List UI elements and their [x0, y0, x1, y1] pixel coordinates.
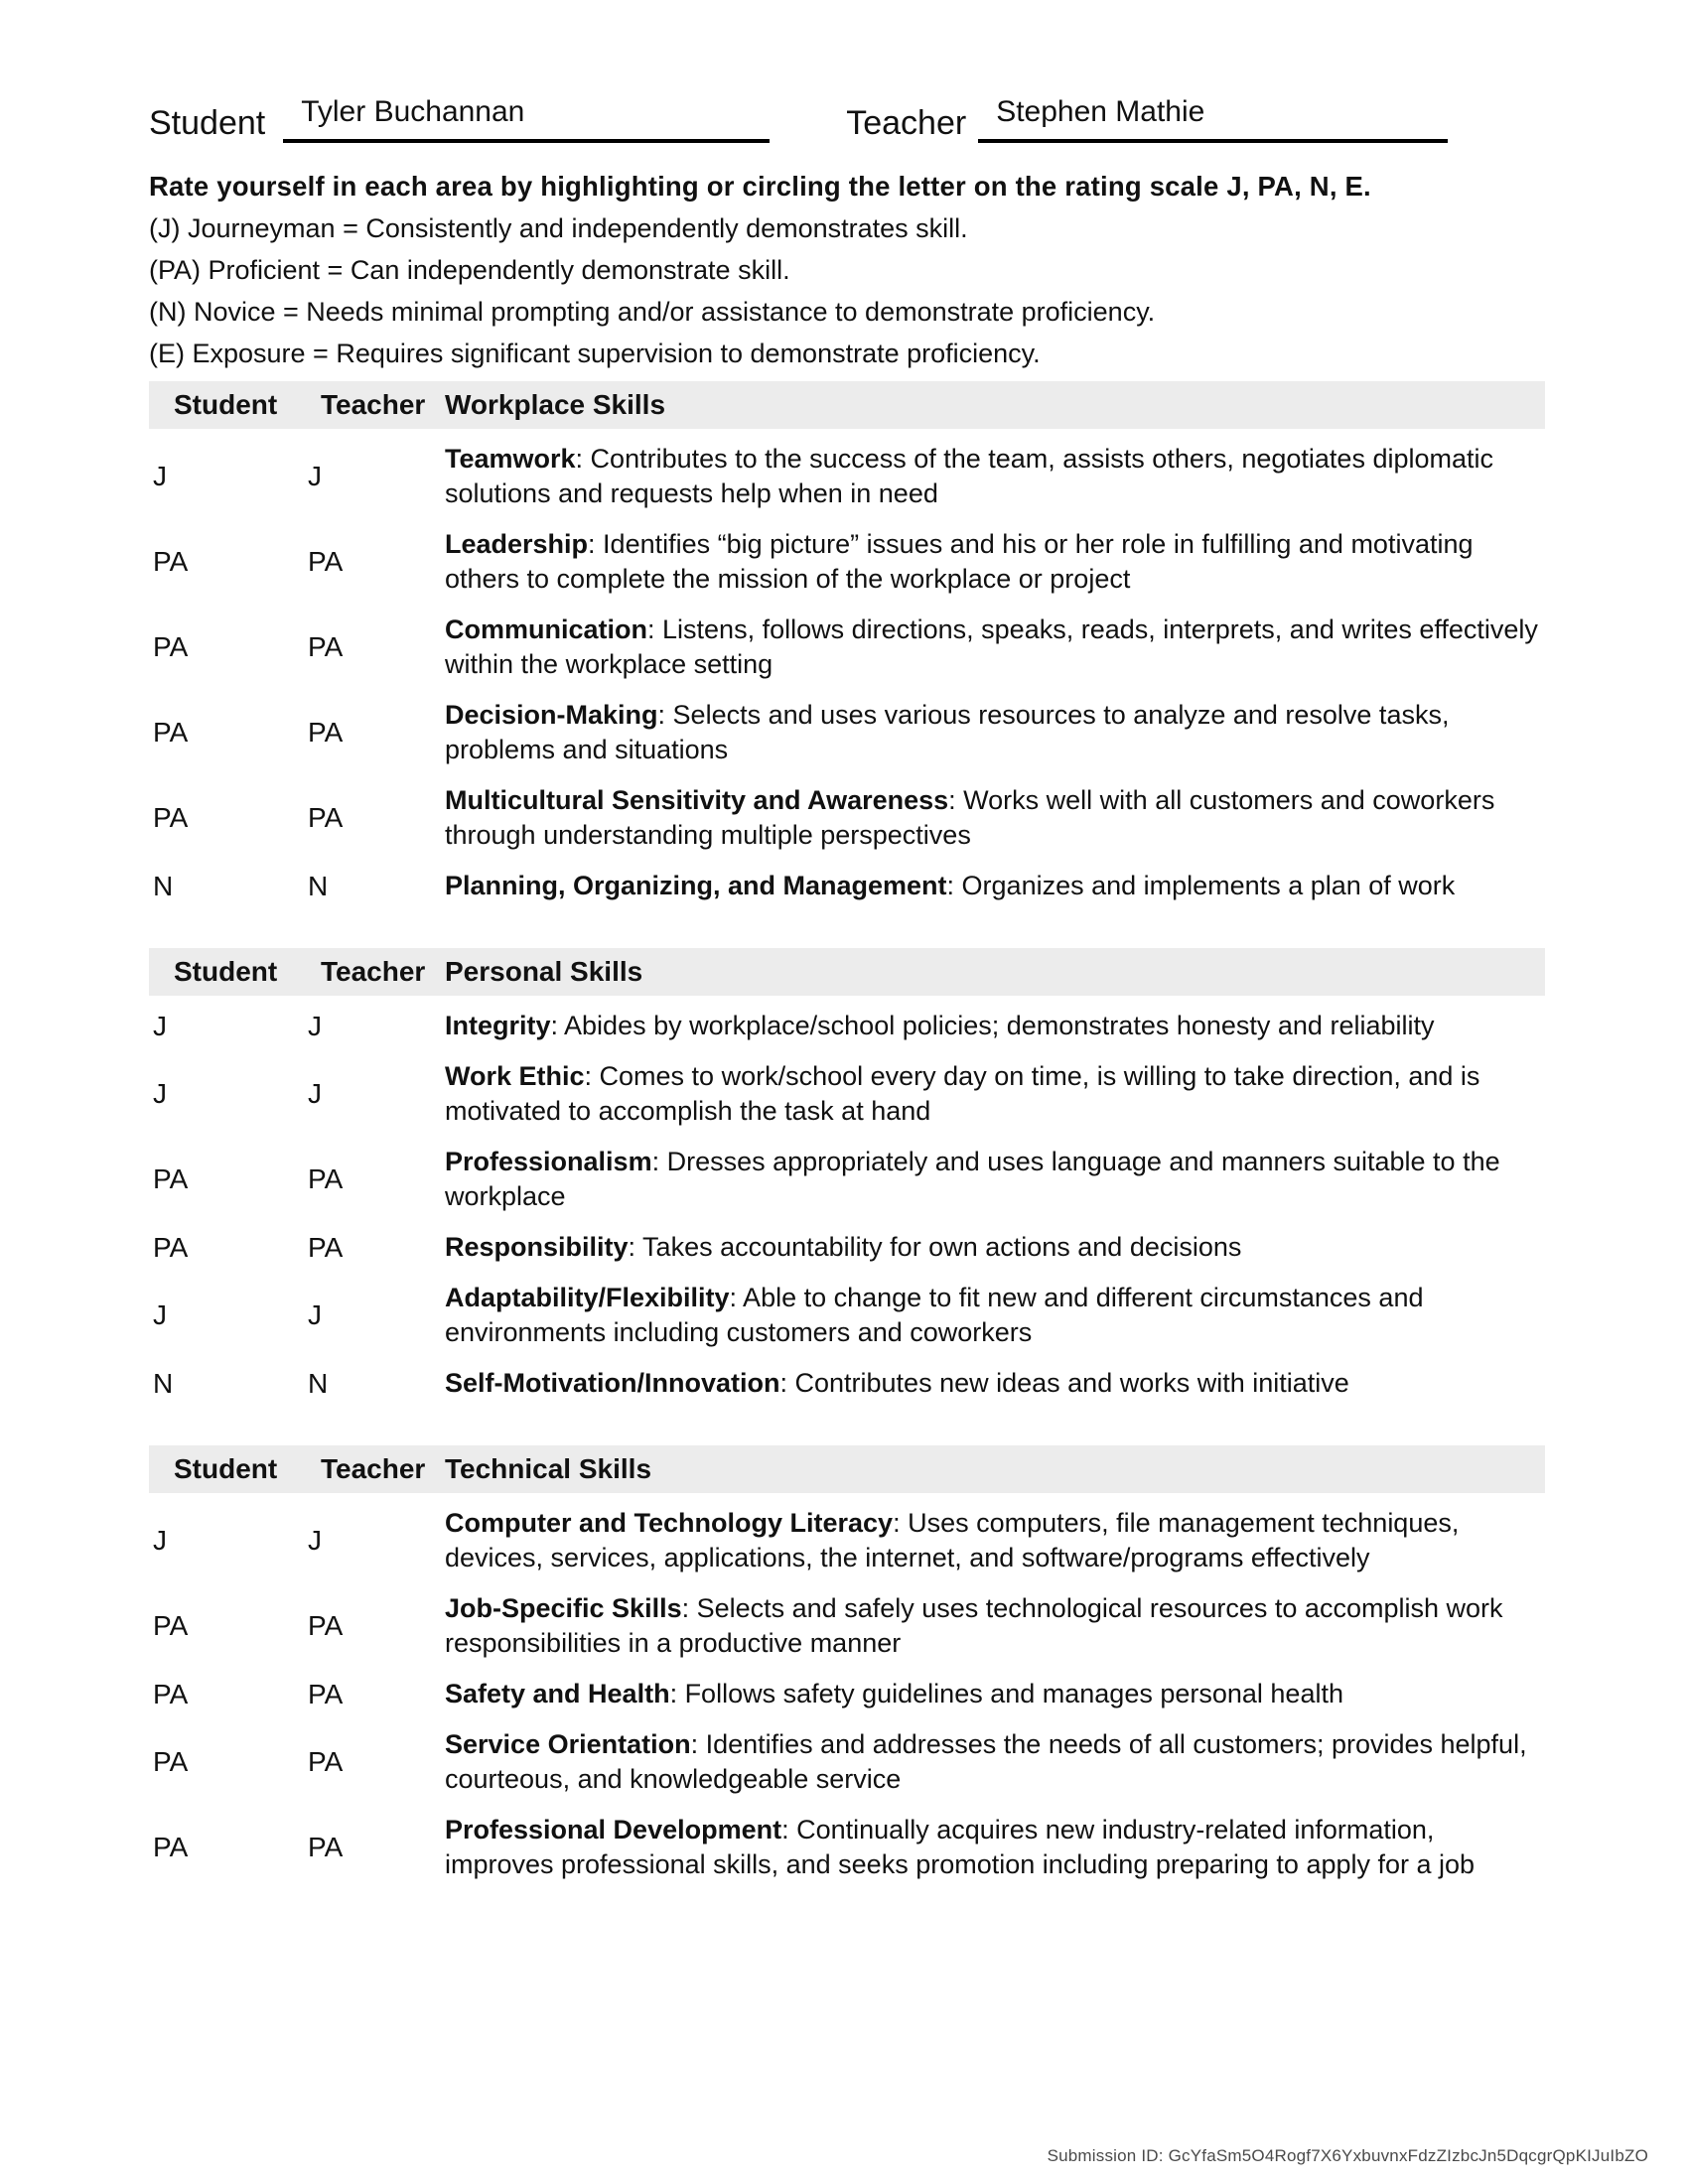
skill-text: : Contributes to the success of the team, assists others, negotiates diplomatic solutions and requests help when in need: [445, 444, 1494, 508]
skill-text: : Uses computers, file management techniques, devices, services, applications, the internet, and software/programs effectively: [445, 1508, 1460, 1572]
skill-description: [445, 783, 1545, 853]
teacher-rating: PA: [308, 1163, 344, 1194]
skill-row: [149, 442, 1545, 511]
skill-description: [445, 1145, 1545, 1214]
skill-row: [149, 698, 1545, 767]
skill-description: [445, 1813, 1545, 1882]
table-rows: [149, 429, 1545, 903]
teacher-rating: PA: [308, 631, 344, 662]
technical-skills-table: [149, 1445, 1545, 1882]
skill-description: [445, 1677, 1545, 1711]
workplace-skills-table: [149, 381, 1545, 903]
skill-row: [149, 527, 1545, 597]
teacher-rating: PA: [308, 1832, 344, 1862]
skill-text: : Abides by workplace/school policies; demonstrates honesty and reliability: [550, 1011, 1435, 1040]
teacher-rating: PA: [308, 1746, 344, 1777]
teacher-rating: PA: [308, 802, 344, 833]
table-title: Technical Skills: [445, 1453, 652, 1484]
teacher-rating: PA: [308, 717, 344, 748]
teacher-rating: J: [308, 1078, 322, 1109]
personal-skills-table: [149, 948, 1545, 1401]
teacher-rating: J: [308, 1525, 322, 1556]
skill-text: : Organizes and implements a plan of work: [946, 871, 1456, 900]
table-header-row: [149, 1445, 1545, 1493]
column-header-teacher: Teacher: [321, 956, 426, 987]
skill-description: [445, 613, 1545, 682]
rating-scale-exposure: (E) Exposure = Requires significant supervision to demonstrate proficiency.: [149, 339, 1041, 368]
skill-description: [445, 1281, 1545, 1350]
skill-text: : Takes accountability for own actions and decisions: [628, 1232, 1242, 1262]
skill-row: [149, 613, 1545, 682]
skill-description: [445, 1506, 1545, 1575]
skill-text: : Able to change to fit new and different circumstances and environments including customers and coworkers: [445, 1283, 1424, 1347]
student-rating: PA: [153, 1231, 189, 1263]
column-header-teacher: Teacher: [321, 1453, 426, 1484]
skill-text: : Identifies and addresses the needs of all customers; provides helpful, courteous, and knowledgeable service: [445, 1729, 1527, 1794]
skill-text: : Works well with all customers and coworkers through understanding multiple perspectives: [445, 785, 1495, 850]
teacher-rating: PA: [308, 1678, 344, 1709]
teacher-rating: N: [308, 870, 329, 901]
student-rating: J: [153, 1010, 167, 1041]
skill-description: [445, 1059, 1545, 1129]
skill-row: [149, 1145, 1545, 1214]
skill-row: [149, 1009, 1545, 1043]
teacher-rating: J: [308, 1299, 322, 1330]
skill-name: Job-Specific Skills: [445, 1593, 682, 1623]
student-rating: PA: [153, 717, 189, 748]
student-rating: PA: [153, 1832, 189, 1862]
skill-name: Leadership: [445, 529, 589, 559]
student-rating: PA: [153, 546, 189, 577]
skill-name: Teamwork: [445, 444, 576, 474]
skill-name: Decision-Making: [445, 700, 658, 730]
skill-text: : Contributes new ideas and works with initiative: [779, 1368, 1349, 1398]
student-rating: PA: [153, 1610, 189, 1641]
skill-description: [445, 1727, 1545, 1797]
teacher-rating: PA: [308, 1610, 344, 1641]
skill-row: [149, 1059, 1545, 1129]
rating-scale-journeyman: (J) Journeyman = Consistently and independently demonstrates skill.: [149, 213, 968, 243]
skill-name: Work Ethic: [445, 1061, 585, 1091]
skill-text: : Dresses appropriately and uses language and manners suitable to the workplace: [445, 1147, 1500, 1211]
skill-description: [445, 1591, 1545, 1661]
table-title: Personal Skills: [445, 956, 643, 987]
document-content: [149, 0, 1545, 1898]
skill-name: Multicultural Sensitivity and Awareness: [445, 785, 949, 815]
rating-scale-proficient: (PA) Proficient = Can independently demonstrate skill.: [149, 255, 790, 285]
rating-scale-novice: (N) Novice = Needs minimal prompting and/or assistance to demonstrate proficiency.: [149, 297, 1156, 327]
table-title: Workplace Skills: [445, 389, 666, 420]
skill-name: Integrity: [445, 1011, 551, 1040]
skill-row: [149, 1366, 1545, 1401]
column-header-teacher: Teacher: [321, 389, 426, 420]
skill-name: Responsibility: [445, 1232, 629, 1262]
skill-row: [149, 869, 1545, 903]
table-header-row: [149, 948, 1545, 996]
skill-row: [149, 1230, 1545, 1265]
skill-name: Communication: [445, 614, 648, 644]
skill-name: Self-Motivation/Innovation: [445, 1368, 780, 1398]
skill-row: [149, 1677, 1545, 1711]
skill-description: [445, 1230, 1545, 1265]
name-fields-row: [149, 95, 1545, 143]
skill-row: [149, 1506, 1545, 1575]
skill-description: [445, 1366, 1545, 1401]
skill-name: Safety and Health: [445, 1679, 670, 1708]
table-header-row: [149, 381, 1545, 429]
column-header-student: Student: [174, 389, 278, 420]
student-label: Student: [149, 104, 266, 142]
teacher-rating: PA: [308, 1231, 344, 1263]
skill-row: [149, 1281, 1545, 1350]
instructions-title: Rate yourself in each area by highlighting or circling the letter on the rating scale J, PA, N, E.: [149, 171, 1371, 202]
skill-name: Planning, Organizing, and Management: [445, 871, 947, 900]
skill-description: [445, 869, 1545, 903]
skill-name: Service Orientation: [445, 1729, 691, 1759]
student-rating: PA: [153, 1746, 189, 1777]
table-rows: [149, 996, 1545, 1401]
skill-text: : Identifies “big picture” issues and his or her role in fulfilling and motivating others to complete the mission of the workplace or project: [445, 529, 1474, 594]
teacher-rating: N: [308, 1367, 329, 1399]
skill-name: Computer and Technology Literacy: [445, 1508, 894, 1538]
student-rating: N: [153, 870, 174, 901]
skill-text: : Comes to work/school every day on time, is willing to take direction, and is motivated to accomplish the task at hand: [445, 1061, 1480, 1126]
skill-text: : Listens, follows directions, speaks, reads, interprets, and writes effectively within the workplace setting: [445, 614, 1538, 679]
student-rating: PA: [153, 631, 189, 662]
column-header-student: Student: [174, 1453, 278, 1484]
skill-row: [149, 1591, 1545, 1661]
student-rating: PA: [153, 1678, 189, 1709]
student-rating: PA: [153, 1163, 189, 1194]
rating-scale-legend: [149, 214, 1545, 368]
student-rating: PA: [153, 802, 189, 833]
student-rating: J: [153, 461, 167, 491]
skill-name: Adaptability/Flexibility: [445, 1283, 730, 1312]
teacher-rating: PA: [308, 546, 344, 577]
skill-description: [445, 698, 1545, 767]
skill-text: : Selects and safely uses technological resources to accomplish work responsibilities in a productive manner: [445, 1593, 1503, 1658]
student-rating: N: [153, 1367, 174, 1399]
student-rating: J: [153, 1078, 167, 1109]
teacher-rating: J: [308, 461, 322, 491]
skill-description: [445, 1009, 1545, 1043]
skill-row: [149, 783, 1545, 853]
skill-text: : Selects and uses various resources to analyze and resolve tasks, problems and situations: [445, 700, 1450, 764]
teacher-name-field: Stephen Mathie: [978, 95, 1448, 143]
student-name-field: Tyler Buchannan: [283, 95, 770, 143]
skill-description: [445, 442, 1545, 511]
student-rating: J: [153, 1525, 167, 1556]
skill-name: Professionalism: [445, 1147, 652, 1176]
student-rating: J: [153, 1299, 167, 1330]
skill-text: : Follows safety guidelines and manages personal health: [669, 1679, 1343, 1708]
skill-row: [149, 1813, 1545, 1882]
skill-row: [149, 1727, 1545, 1797]
submission-id: Submission ID: GcYfaSm5O4Rogf7X6YxbuvnxFdzZIzbcJn5DqcgrQpKIJuIbZO: [1047, 2146, 1648, 2165]
column-header-student: Student: [174, 956, 278, 987]
table-rows: [149, 1493, 1545, 1882]
skill-description: [445, 527, 1545, 597]
teacher-rating: J: [308, 1010, 322, 1041]
teacher-label: Teacher: [846, 104, 967, 142]
skill-text: : Continually acquires new industry-related information, improves professional skills, and seeks promotion including preparing to apply for a job: [445, 1815, 1476, 1879]
skill-name: Professional Development: [445, 1815, 782, 1844]
